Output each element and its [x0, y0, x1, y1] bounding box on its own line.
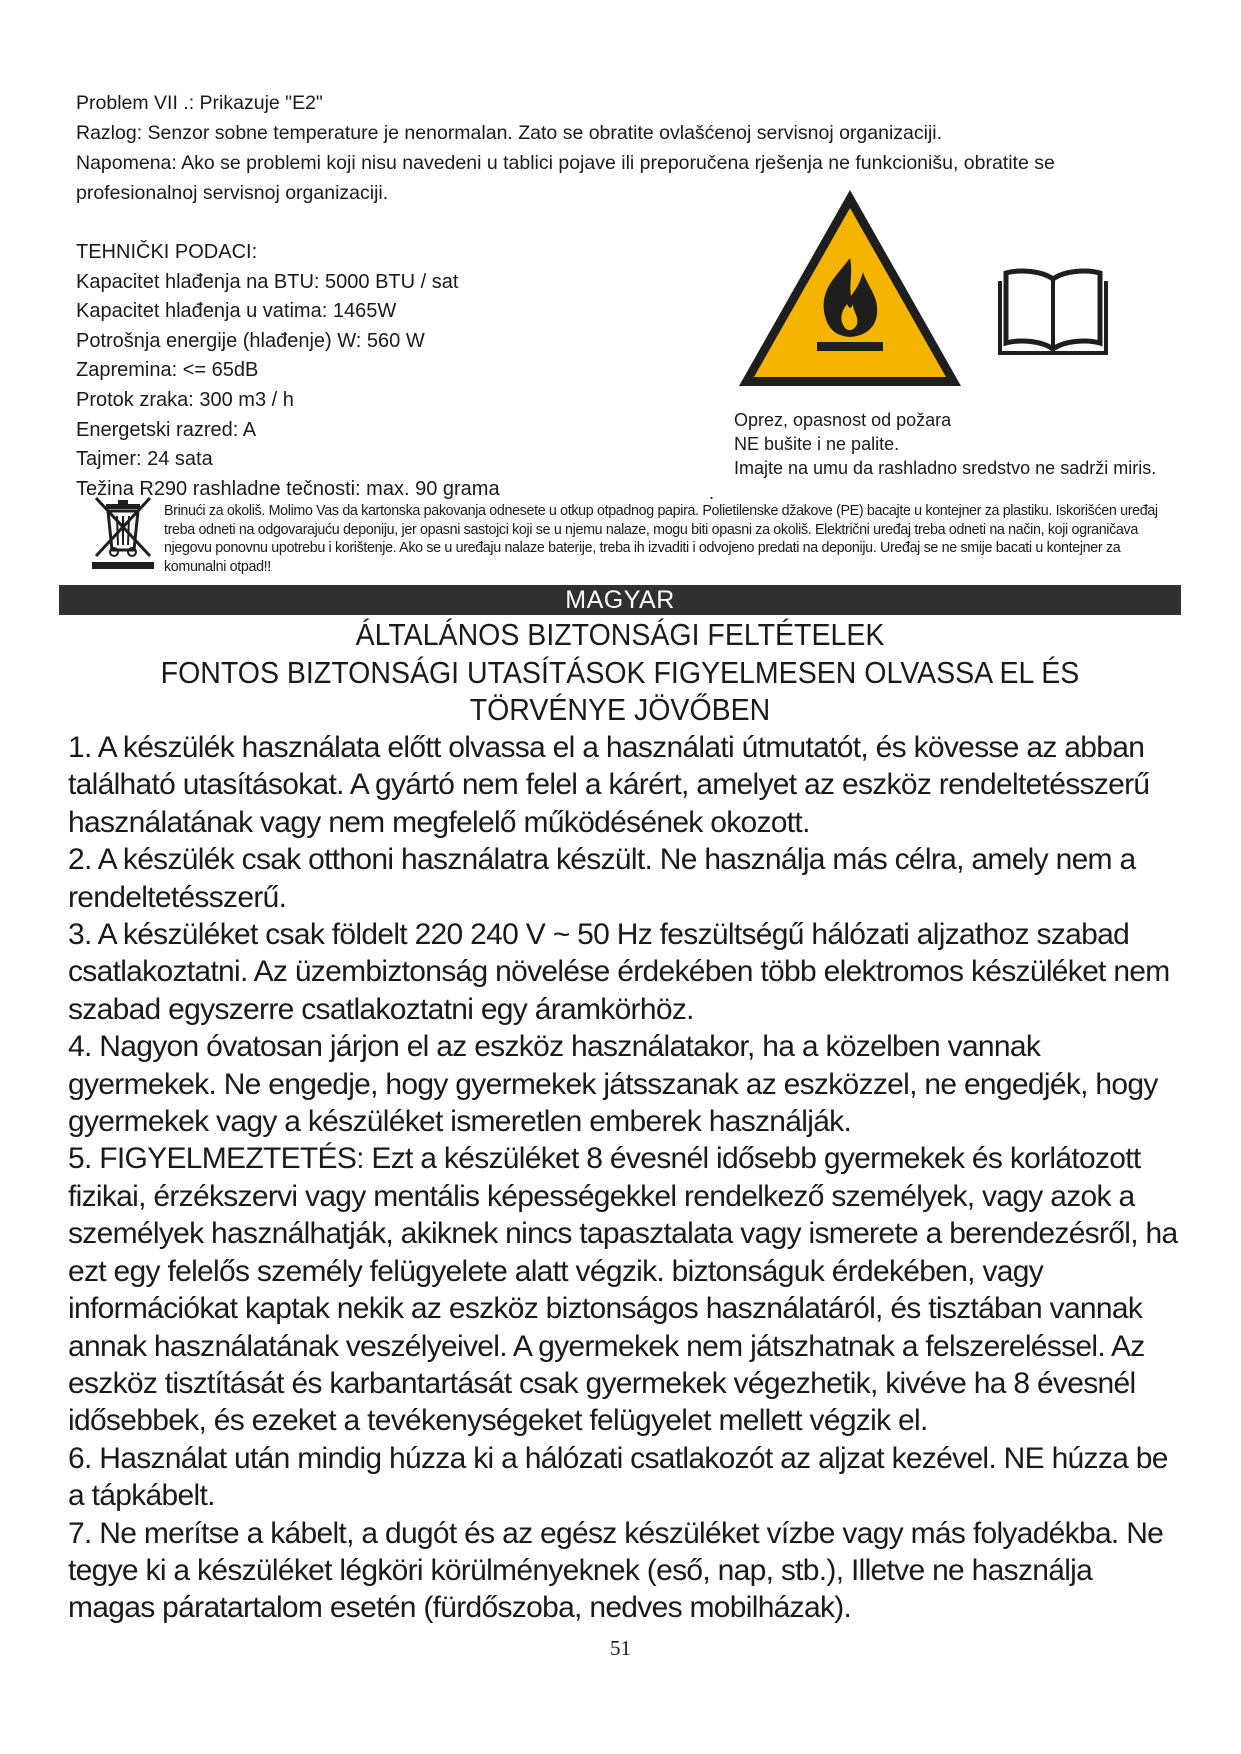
stray-dot: . [709, 483, 715, 503]
instruction-paragraph: 6. Használat után mindig húzza ki a hálózati csatlakozót az aljzat kezével. NE húzza be a tápkábelt. [68, 1441, 1168, 1513]
problem-note: Napomena: Ako se problemi koji nisu navedeni u tablici pojave ili preporučena rješenja ne funkcionišu, obratite se profesionalnoj servisnoj organizaciji. [76, 152, 1055, 204]
safety-instructions [68, 729, 1183, 1627]
page-number: 51 [610, 1636, 631, 1660]
spec-item: Kapacitet hlađenja na BTU: 5000 BTU / sat [76, 270, 459, 293]
specs-title: TEHNIČKI PODACI: [76, 241, 258, 263]
instruction-paragraph: 7. Ne merítse a kábelt, a dugót és az egész készüléket vízbe vagy más folyadékba. Ne tegye ki a készüléket légköri körülményeknek (eső, nap, stb.), Illetve ne használja magas páratartalom esetén (fürdőszoba, nedves mobilházak). [68, 1516, 1164, 1625]
spec-item: Tajmer: 24 sata [76, 448, 213, 471]
instruction-paragraph: 3. A készüléket csak földelt 220 240 V ~ 50 Hz feszültségű hálózati aljzathoz szabad csatlakoztatni. Az üzembiztonság növelése érdekében több elektromos készüléket nem szabad egyszerre csatlakoztatni egy áramkörhöz. [68, 918, 1170, 1026]
read-manual-icon [998, 265, 1108, 357]
instruction-paragraph: 4. Nagyon óvatosan járjon el az eszköz használatakor, ha a közelben vannak gyermekek. Ne engedje, hogy gyermekek játsszanak az eszközzel, ne engedjék, hogy gyermekek vagy a készüléket ismeretlen emberek használják. [68, 1030, 1158, 1139]
language-section-bar: MAGYAR [59, 585, 1181, 615]
spec-item: Kapacitet hlađenja u vatima: 1465W [76, 300, 397, 323]
fire-warning-text [734, 408, 1204, 480]
problem-title: Problem VII .: Prikazuje "E2" [76, 92, 323, 114]
problem-cause: Razlog: Senzor sobne temperature je nenormalan. Zato se obratite ovlašćenoj servisnoj organizaciji. [76, 122, 943, 144]
section-subheading: FONTOS BIZTONSÁGI UTASÍTÁSOK FIGYELMESEN OLVASSA EL ÉS TÖRVÉNYE JÖVŐBEN [160, 655, 1080, 727]
environment-disposal-text: Brinući za okoliš. Molimo Vas da kartonska pakovanja odnesete u otkup otpadnog papira. Polietilenske džakove (PE) bacajte u kontejner za plastiku. Iskorišćen uređaj treba odneti na odgovarajuću deponiju, jer opasni sastojci koji se u njemu nalaze, mogu biti opasni za okoliš. Električni uređaj treba odneti na način, koji ograničava njegovu ponovnu upotrebu i korištenje. Ako se u uređaju nalaze baterije, treba ih izvaditi i odvojeno predati na deponiju. Uređaj se ne smije bacati u kontejner za komunalni otpad!! [164, 503, 1158, 575]
flammable-warning-icon [735, 186, 965, 392]
spec-item: Energetski razred: A [76, 418, 257, 441]
spec-item: Protok zraka: 300 m3 / h [76, 388, 294, 411]
instruction-paragraph: 5. FIGYELMEZTETÉS: Ezt a készüléket 8 évesnél idősebb gyermekek és korlátozott fizikai, érzékszervi vagy mentális képességekkel rendelkező személyek, vagy azok a személyek használhatják, akiknek nincs tapasztalata vagy ismerete a berendezésről, ha ezt egy felelős személy felügyelete alatt végzik. biztonságuk érdekében, vagy információkat kaptak nekik az eszköz biztonságos használatáról, és tisztában vannak annak használatának veszélyeivel. A gyermekek nem játszhatnak a felszereléssel. Az eszköz tisztítását és karbantartását csak gyermekek végezhetik, kivéve ha 8 évesnél idősebbek, és ezeket a tevékenységeket felügyelet mellett végzik el. [68, 1142, 1178, 1438]
spec-item: Težina R290 rashladne tečnosti: max. 90 grama [76, 477, 500, 500]
warning-line: Imajte na umu da rashladno sredstvo ne sadrži miris. [734, 458, 1157, 478]
weee-crossed-bin-icon [90, 494, 156, 570]
warning-line: Oprez, opasnost od požara [734, 410, 952, 430]
instruction-paragraph: 2. A készülék csak otthoni használatra készült. Ne használja más célra, amely nem a rendeltetésszerű. [68, 843, 1136, 914]
spec-item: Potrošnja energije (hlađenje) W: 560 W [76, 329, 425, 352]
warning-line: NE bušite i ne palite. [734, 434, 900, 454]
spec-item: Zapremina: <= 65dB [76, 359, 259, 382]
instruction-paragraph: 1. A készülék használata előtt olvassa el a használati útmutatót, és kövesse az abban található utasításokat. A gyártó nem felel a kárért, amelyet az eszköz rendeltetésszerű használatának vagy nem megfelelő működésének okozott. [68, 731, 1150, 839]
section-heading: ÁLTALÁNOS BIZTONSÁGI FELTÉTELEK [355, 617, 885, 652]
